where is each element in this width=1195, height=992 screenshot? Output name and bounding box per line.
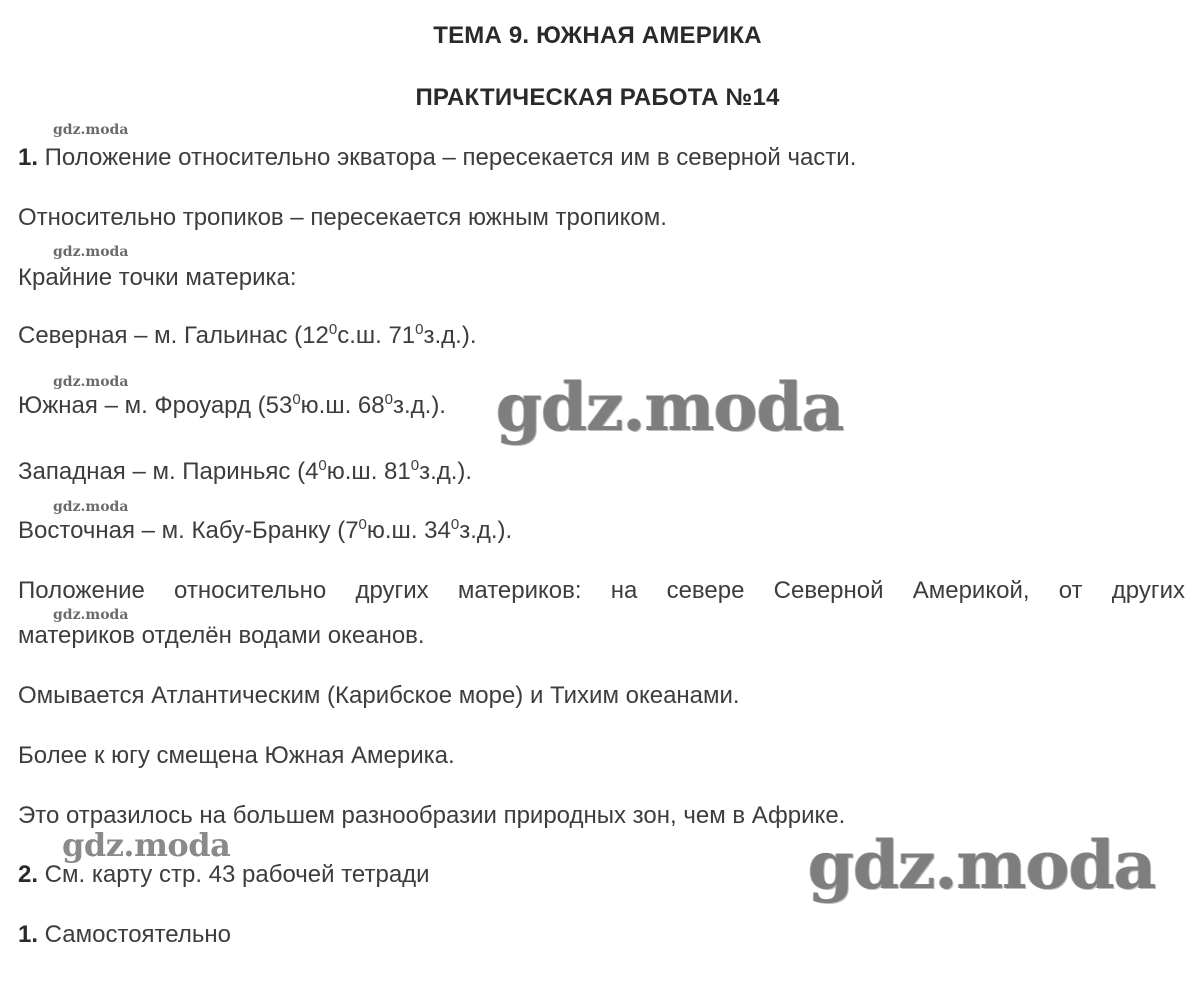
answer-1-line [18, 144, 856, 172]
south-point: Южная – м. Фроуард ($53^0ю.ш$. $68^0з.д$.). [18, 391, 446, 419]
watermark: gdz.moda [53, 607, 129, 623]
watermark: gdz.moda [53, 122, 129, 138]
north-point: Северная – м. Гальинас ($12^0с.ш$. $71^0з.д$.). [18, 321, 477, 349]
watermark-large: gdz.moda [808, 826, 1156, 904]
watermark-large: gdz.moda [496, 368, 844, 446]
equator-position: Положение относительно экватора – пересекается им в северной части. [38, 144, 857, 171]
other-continents-line-1: Положение относительно других материков: на севере Северной Америкой, от других [18, 577, 1185, 604]
tropics-position: Относительно тропиков – пересекается южным тропиком. [18, 204, 667, 231]
item-number: 1. [18, 144, 39, 171]
oceans-line: Омывается Атлантическим (Карибское море) и Тихим океанами. [18, 682, 740, 709]
watermark: gdz.moda [62, 826, 231, 864]
extreme-points-heading: Крайние точки материка: [18, 264, 297, 291]
answer-3-line [18, 921, 231, 949]
east-point: Восточная – м. Кабу-Бранку ($7^0ю.ш$. $34^0з.д$.). [18, 516, 513, 544]
watermark: gdz.moda [53, 499, 129, 515]
nature-zones-line: Это отразилось на большем разнообразии природных зон, чем в Африке. [18, 802, 846, 829]
page-title: ТЕМА 9. ЮЖНАЯ АМЕРИКА [433, 22, 762, 49]
page-subtitle: ПРАКТИЧЕСКАЯ РАБОТА №14 [415, 84, 780, 111]
independent-task: Самостоятельно [38, 921, 231, 948]
south-shift-line: Более к югу смещена Южная Америка. [18, 742, 455, 769]
other-continents-line-2: материков отделён водами океанов. [18, 622, 425, 649]
map-reference: См. карту стр. 43 рабочей тетради [38, 861, 430, 888]
item-number: 2. [18, 861, 39, 888]
west-point: Западная – м. Париньяс ($4^0ю.ш$. $81^0з.д$.). [18, 457, 473, 485]
answer-2-line [18, 861, 430, 889]
item-number: 1. [18, 921, 39, 948]
watermark: gdz.moda [53, 374, 129, 390]
watermark: gdz.moda [53, 244, 129, 260]
